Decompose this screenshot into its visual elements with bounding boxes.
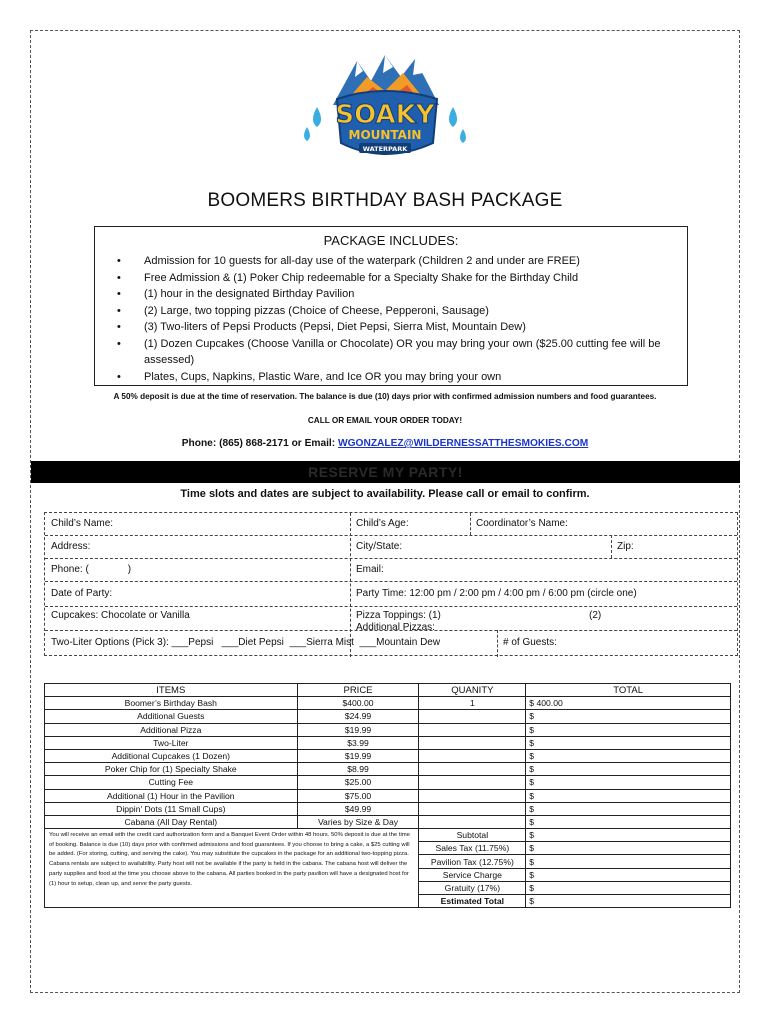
pavilion-tax-value: $: [526, 855, 731, 868]
item-cell: Dippin’ Dots (11 Small Cups): [45, 802, 298, 815]
table-header-row: [45, 684, 731, 697]
item-cell: Cutting Fee: [45, 776, 298, 789]
quantity-cell[interactable]: [419, 815, 526, 828]
address-field[interactable]: Address:: [51, 541, 91, 552]
quantity-cell[interactable]: [419, 736, 526, 749]
contact-line: [0, 438, 770, 449]
total-cell: $: [526, 763, 731, 776]
quantity-cell[interactable]: [419, 776, 526, 789]
list-item: • (3) Two-liters of Pepsi Products (Pepsi, Diet Pepsi, Sierra Mist, Mountain Dew): [117, 319, 677, 336]
estimated-total-value: $: [526, 895, 731, 908]
price-cell: $19.99: [297, 723, 419, 736]
price-cell: $400.00: [297, 697, 419, 710]
city-state-field[interactable]: City/State:: [356, 541, 403, 552]
phone-label: Phone: (865) 868-2171 or Email:: [181, 438, 338, 449]
subtotal-label: Subtotal: [419, 829, 526, 842]
sales-tax-value: $: [526, 842, 731, 855]
price-cell: $3.99: [297, 736, 419, 749]
gratuity-value: $: [526, 881, 731, 894]
page-title: BOOMERS BIRTHDAY BASH PACKAGE: [207, 190, 563, 211]
price-cell: $75.00: [297, 789, 419, 802]
header-price: PRICE: [297, 684, 419, 697]
reserve-banner: RESERVE MY PARTY!: [31, 461, 740, 483]
price-cell: $49.99: [297, 802, 419, 815]
table-row: [45, 763, 731, 776]
total-cell: $: [526, 710, 731, 723]
header-total: TOTAL: [526, 684, 731, 697]
party-time-field[interactable]: Party Time: 12:00 pm / 2:00 pm / 4:00 pm / 6:00 pm (circle one): [356, 588, 637, 599]
item-cell: Additional (1) Hour in the Pavilion: [45, 789, 298, 802]
price-cell: $25.00: [297, 776, 419, 789]
service-charge-label: Service Charge: [419, 868, 526, 881]
table-row: [45, 723, 731, 736]
price-cell: $24.99: [297, 710, 419, 723]
email-field[interactable]: Email:: [356, 564, 384, 575]
summary-row: [45, 829, 731, 842]
fine-print: You will receive an email with the credit card authorization form and a Banquet Event Order within 48 hours. 50% deposit is due at the time of booking. Balance is due (10) days prior with confirmed admissions and food guarantees. If you choose to bring a cake, a $25 cutting will be added. (For storing, cutting, and serving the cake). You may substitute the cupcakes in the package for an additional two-topping pizza. Cabana rentals are subject to availability. Party host will not be available if the party is held in the cabana. The cabana host will deliver the party supplies and food at the time you choose above to the cabana. All parties booked in the party pavilion will have a designated host for (1) hour to setup, clean up, and serve the party guests.: [45, 829, 419, 908]
table-row: [45, 776, 731, 789]
quantity-cell[interactable]: [419, 723, 526, 736]
table-row: [45, 736, 731, 749]
table-row: [45, 789, 731, 802]
total-cell: $: [526, 723, 731, 736]
pavilion-tax-label: Pavilion Tax (12.75%): [419, 855, 526, 868]
item-cell: Additional Pizza: [45, 723, 298, 736]
total-cell: $: [526, 789, 731, 802]
table-row: [45, 749, 731, 762]
phone-field[interactable]: Phone: ( ): [51, 564, 132, 575]
list-item: • (1) Dozen Cupcakes (Choose Vanilla or Chocolate) OR you may bring your own ($25.00 cutting fee will be assessed): [117, 336, 677, 369]
child-age-field[interactable]: Child’s Age:: [356, 518, 409, 529]
logo-waterpark: WATERPARK: [362, 145, 408, 153]
package-includes-list: [117, 253, 687, 385]
reservation-form: [44, 512, 738, 656]
list-item: • Admission for 10 guests for all-day use of the waterpark (Children 2 and under are FREE): [117, 253, 677, 270]
item-cell: Additional Cupcakes (1 Dozen): [45, 749, 298, 762]
item-cell: Poker Chip for (1) Specialty Shake: [45, 763, 298, 776]
item-cell: Cabana (All Day Rental): [45, 815, 298, 828]
pricing-table: [44, 683, 731, 908]
item-cell: Two-Liter: [45, 736, 298, 749]
timeslots-note: Time slots and dates are subject to availability. Please call or email to confirm.: [180, 488, 590, 500]
soaky-mountain-logo: [297, 47, 473, 167]
logo-soaky: SOAKY: [335, 100, 435, 130]
logo-mountain: MOUNTAIN: [348, 128, 422, 142]
total-cell: $ 400.00: [526, 697, 731, 710]
price-cell: $19.99: [297, 749, 419, 762]
child-name-field[interactable]: Child’s Name:: [51, 518, 114, 529]
service-charge-value: $: [526, 868, 731, 881]
table-row: [45, 802, 731, 815]
coordinator-name-field[interactable]: Coordinator’s Name:: [476, 518, 568, 529]
sales-tax-label: Sales Tax (11.75%): [419, 842, 526, 855]
cupcakes-field[interactable]: Cupcakes: Chocolate or Vanilla: [51, 610, 190, 621]
quantity-cell[interactable]: [419, 710, 526, 723]
email-link[interactable]: WGONZALEZ@WILDERNESSATTHESMOKIES.COM: [338, 438, 589, 449]
list-item: • Free Admission & (1) Poker Chip redeemable for a Specialty Shake for the Birthday Child: [117, 270, 677, 287]
deposit-note: A 50% deposit is due at the time of reservation. The balance is due (10) days prior with confirmed admission numbers and food guarantees.: [113, 392, 657, 401]
list-item: • (1) hour in the designated Birthday Pavilion: [117, 286, 677, 303]
call-note: CALL OR EMAIL YOUR ORDER TODAY!: [307, 416, 463, 425]
pizza-toppings-field[interactable]: Pizza Toppings: (1): [356, 610, 441, 621]
total-cell: $: [526, 736, 731, 749]
subtotal-value: $: [526, 829, 731, 842]
list-item: • (2) Large, two topping pizzas (Choice of Cheese, Pepperoni, Sausage): [117, 303, 677, 320]
additional-pizzas-field[interactable]: Additional Pizzas:: [356, 622, 435, 633]
table-row: [45, 697, 731, 710]
total-cell: $: [526, 802, 731, 815]
header-quantity: QUANITY: [419, 684, 526, 697]
two-liter-options-field[interactable]: Two-Liter Options (Pick 3): ___Pepsi ___Diet Pepsi ___Sierra Mist ___Mountain Dew: [51, 637, 441, 648]
header-items: ITEMS: [45, 684, 298, 697]
table-row: [45, 815, 731, 828]
total-cell: $: [526, 815, 731, 828]
date-of-party-field[interactable]: Date of Party:: [51, 588, 113, 599]
total-cell: $: [526, 749, 731, 762]
num-guests-field[interactable]: # of Guests:: [503, 637, 557, 648]
package-includes-heading: PACKAGE INCLUDES:: [323, 233, 459, 248]
price-cell: Varies by Size & Day: [297, 815, 419, 828]
table-row: [45, 710, 731, 723]
price-cell: $8.99: [297, 763, 419, 776]
estimated-total-label: Estimated Total: [419, 895, 526, 908]
quantity-cell[interactable]: [419, 749, 526, 762]
gratuity-label: Gratuity (17%): [419, 881, 526, 894]
quantity-cell[interactable]: [419, 789, 526, 802]
pizza-toppings-2-field[interactable]: (2): [589, 610, 602, 621]
item-cell: Additional Guests: [45, 710, 298, 723]
quantity-cell[interactable]: [419, 763, 526, 776]
item-cell: Boomer’s Birthday Bash: [45, 697, 298, 710]
quantity-cell[interactable]: [419, 802, 526, 815]
zip-field[interactable]: Zip:: [617, 541, 634, 552]
list-item: • Plates, Cups, Napkins, Plastic Ware, and Ice OR you may bring your own: [117, 369, 677, 386]
total-cell: $: [526, 776, 731, 789]
quantity-cell[interactable]: 1: [419, 697, 526, 710]
package-includes-box: [94, 226, 688, 386]
